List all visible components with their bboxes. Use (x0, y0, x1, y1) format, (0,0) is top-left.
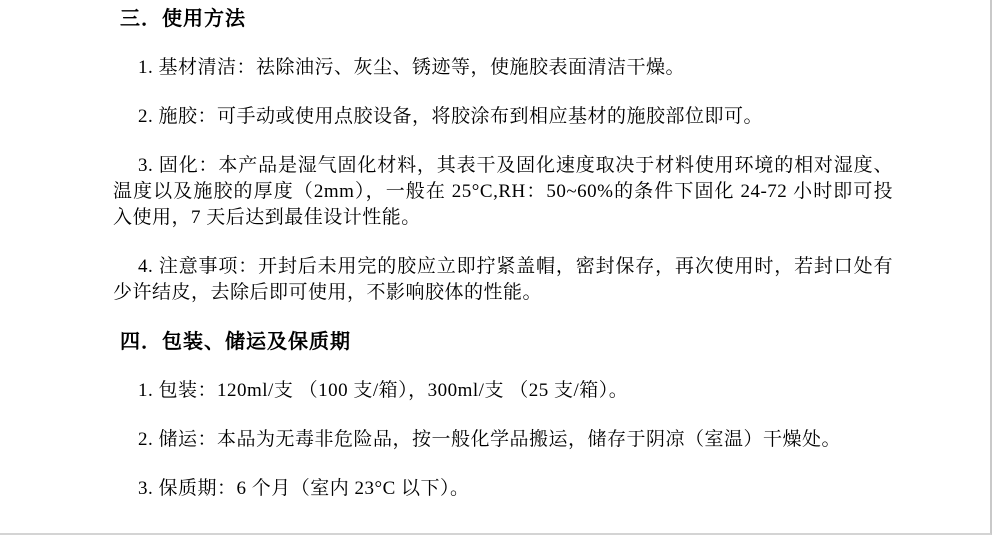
paragraph-substrate-cleaning: 1. 基材清洁：祛除油污、灰尘、锈迹等，使施胶表面清洁干燥。 (138, 57, 686, 78)
paragraph-shelf-life: 3. 保质期：6 个月（室内 23°C 以下）。 (138, 478, 470, 499)
section-heading-packaging-storage: 四．包装、储运及保质期 (120, 331, 351, 353)
paragraph-precautions: 4. 注意事项：开封后未用完的胶应立即拧紧盖帽，密封保存，再次使用时，若封口处有少许结皮，去除后即可使用，不影响胶体的性能。 (113, 256, 893, 303)
paragraph-packaging: 1. 包装：120ml/支 （100 支/箱），300ml/支 （25 支/箱）。 (138, 380, 629, 401)
paragraph-curing: 3. 固化：本产品是湿气固化材料，其表干及固化速度取决于材料使用环境的相对湿度、温度以及施胶的厚度（2mm），一般在 25°C,RH：50~60%的条件下固化 24-72 小时即可投入使用，7 天后达到最佳设计性能。 (113, 155, 893, 228)
section-heading-usage-method: 三．使用方法 (120, 8, 246, 30)
paragraph-glue-application: 2. 施胶：可手动或使用点胶设备，将胶涂布到相应基材的施胶部位即可。 (138, 106, 764, 127)
paragraph-storage-transport: 2. 储运：本品为无毒非危险品，按一般化学品搬运，储存于阴凉（室温）干燥处。 (138, 429, 842, 450)
document-content (113, 6, 893, 502)
